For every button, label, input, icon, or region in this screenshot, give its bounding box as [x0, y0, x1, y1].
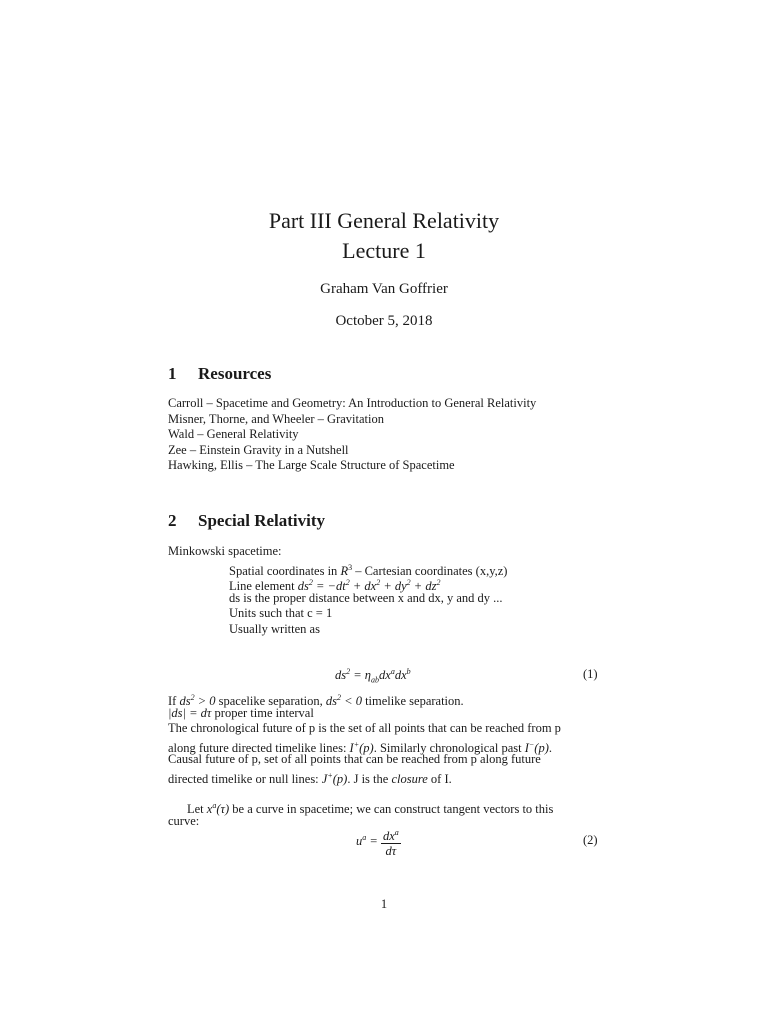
resource-item: Carroll – Spacetime and Geometry: An Introduction to General Relativity	[168, 396, 537, 410]
section-number: 1	[168, 364, 177, 383]
title-line-2: Lecture 1	[342, 238, 426, 263]
title-line-1: Part III General Relativity	[268, 208, 500, 233]
paragraph-line: Usually written as	[229, 621, 320, 636]
date: October 5, 2018	[335, 313, 433, 329]
paragraph-line: Units such that c = 1	[229, 606, 333, 620]
equation-1: $ds^2 = \eta_{ab}dx^adx^b$	[335, 667, 411, 685]
author: Graham Van Goffrier	[320, 281, 448, 297]
section-2-heading	[168, 511, 325, 531]
paragraph-line: The chronological future of p is the set of all points that can be reached from p	[168, 721, 561, 735]
section-title: Special Relativity	[198, 511, 326, 530]
paragraph-line: ds is the proper distance between x and dx, y and dy ...	[229, 590, 503, 605]
paragraph-line: If $ds^2 > 0$ spacelike separation, $ds^2 < 0$ timelike separation.	[168, 693, 464, 709]
resource-item: Hawking, Ellis – The Large Scale Structure of Spacetime	[168, 458, 455, 472]
paragraph-line: Causal future of p, set of all points that can be reached from p along future	[168, 752, 541, 766]
section-1-heading	[168, 364, 271, 384]
paragraph-line: Line element $ds^2 = -dt^2 + dx^2 + dy^2 + dz^2$	[229, 578, 441, 594]
equation-number: (2)	[583, 833, 598, 847]
paragraph-line: Minkowski spacetime:	[168, 544, 282, 558]
document-title	[0, 206, 768, 266]
resource-item: Zee – Einstein Gravity in a Nutshell	[168, 442, 349, 457]
section-number: 2	[168, 511, 177, 530]
paragraph-line: Spatial coordinates in $R^3$ – Cartesian coordinates (x,y,z)	[229, 562, 508, 578]
section-title: Resources	[198, 364, 272, 383]
equation-number: (1)	[583, 667, 598, 681]
paragraph-line: |ds| = dτ proper time interval	[168, 705, 314, 720]
paragraph-line: directed timelike or null lines: J+(p). J is the closure of I.	[168, 770, 452, 786]
paragraph-line: along future directed timelike lines: I+(p). Similarly chronological past I−(p).	[168, 739, 552, 755]
resource-item: Wald – General Relativity	[168, 427, 299, 441]
resource-item: Misner, Thorne, and Wheeler – Gravitation	[168, 411, 384, 426]
equation-2: $u^a$ = $\frac{dx^a}{d\tau}$	[356, 828, 399, 859]
line-element-equation: $ds^2 = -dt^2 + dx^2 + dy^2 + dz^2$	[297, 578, 441, 594]
paragraph-line: curve:	[168, 813, 200, 828]
paragraph-line: Let $x^a(\tau)$ be a curve in spacetime; we can construct tangent vectors to this	[187, 801, 554, 817]
page-number: 1	[380, 897, 388, 911]
